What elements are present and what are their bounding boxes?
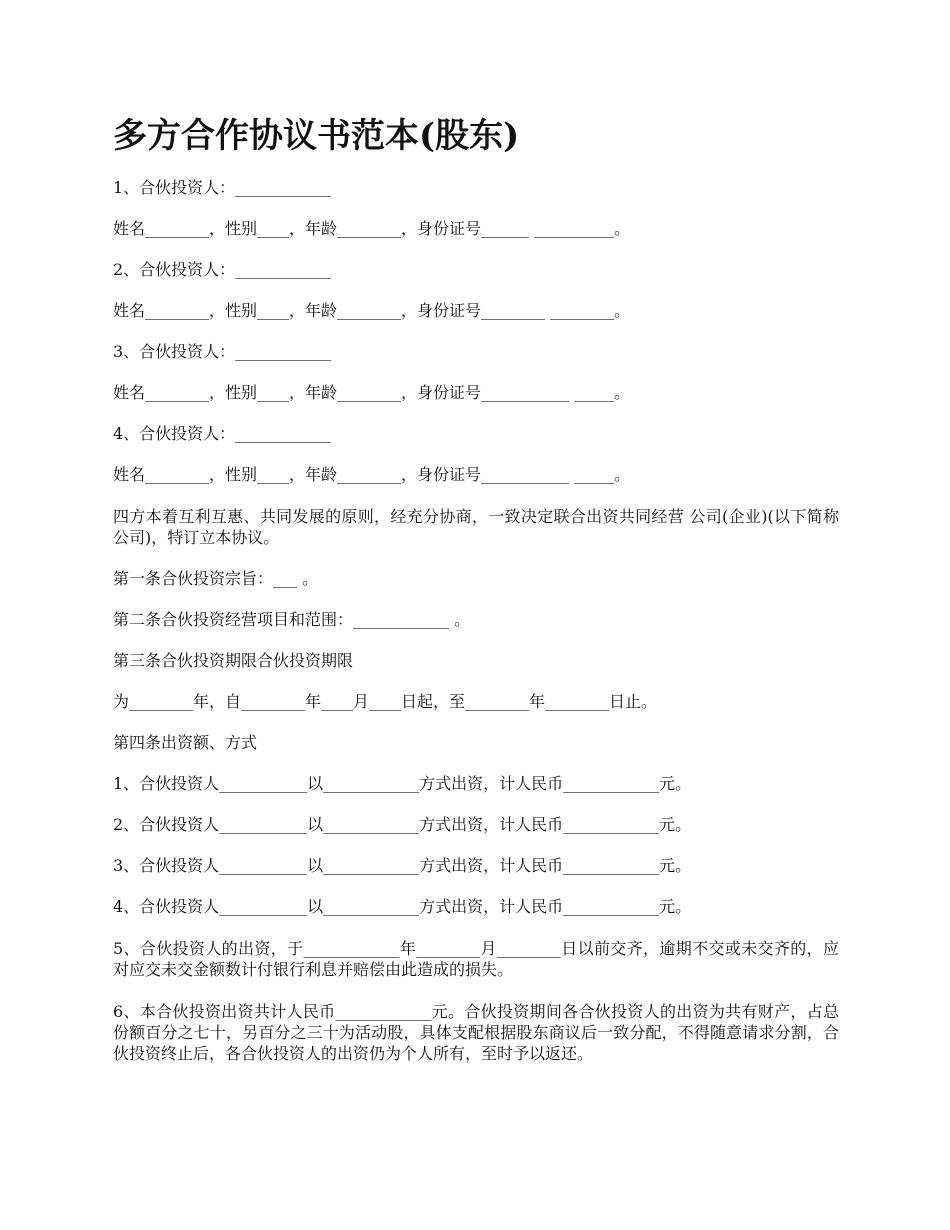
article-4-heading: 第四条出资额、方式 [113, 733, 258, 752]
contribution-3: 3、合伙投资人___________以____________方式出资，计人民币____________元。 [113, 856, 692, 875]
investor-4-heading: 4、合伙投资人：____________ [113, 424, 332, 443]
investor-2-details: 姓名________，性别____，年龄________，身份证号________ ________。 [113, 301, 631, 320]
investor-2-heading: 2、合伙投资人：____________ [113, 260, 332, 279]
article-3-heading: 第三条合伙投资期限合伙投资期限 [113, 651, 354, 670]
article-1: 第一条合伙投资宗旨：___ 。 [113, 569, 319, 588]
article-3-term: 为________年，自________年____月____日起，至________年________日止。 [113, 692, 658, 711]
contribution-2: 2、合伙投资人___________以____________方式出资，计人民币____________元。 [113, 815, 692, 834]
article-2: 第二条合伙投资经营项目和范围：____________ 。 [113, 610, 471, 629]
contribution-5-paragraph: 5、合伙投资人的出资，于____________年________月________日以前交齐，逾期不交或未交齐的，应对应交未交金额数计付银行利息并赔偿由此造成的损失。 [113, 939, 839, 979]
investor-3-heading: 3、合伙投资人：____________ [113, 342, 332, 361]
document-page [113, 112, 839, 1085]
document-title: 多方合作协议书范本(股东) [113, 116, 520, 156]
investor-1-heading: 1、合伙投资人：____________ [113, 178, 332, 197]
investor-4-details: 姓名________，性别____，年龄________，身份证号___________ _____。 [113, 465, 631, 484]
preamble-paragraph: 四方本着互利互惠、共同发展的原则，经充分协商，一致决定联合出资共同经营 公司(企业)(以下简称公司)，特订立本协议。 [113, 507, 839, 547]
contribution-1: 1、合伙投资人___________以____________方式出资，计人民币____________元。 [113, 774, 692, 793]
contribution-6-paragraph: 6、本合伙投资出资共计人民币____________元。合伙投资期间各合伙投资人的出资为共有财产，占总份额百分之七十，另百分之三十为活动股，具体支配根据股东商议后一致分配，不得随意请求分割，合伙投资终止后，各合伙投资人的出资仍为个人所有，至时予以返还。 [113, 1002, 839, 1063]
investor-3-details: 姓名________，性别____，年龄________，身份证号___________ _____。 [113, 383, 631, 402]
investor-1-details: 姓名________，性别____，年龄________，身份证号______ __________。 [113, 219, 631, 238]
contribution-4: 4、合伙投资人___________以____________方式出资，计人民币____________元。 [113, 897, 692, 916]
